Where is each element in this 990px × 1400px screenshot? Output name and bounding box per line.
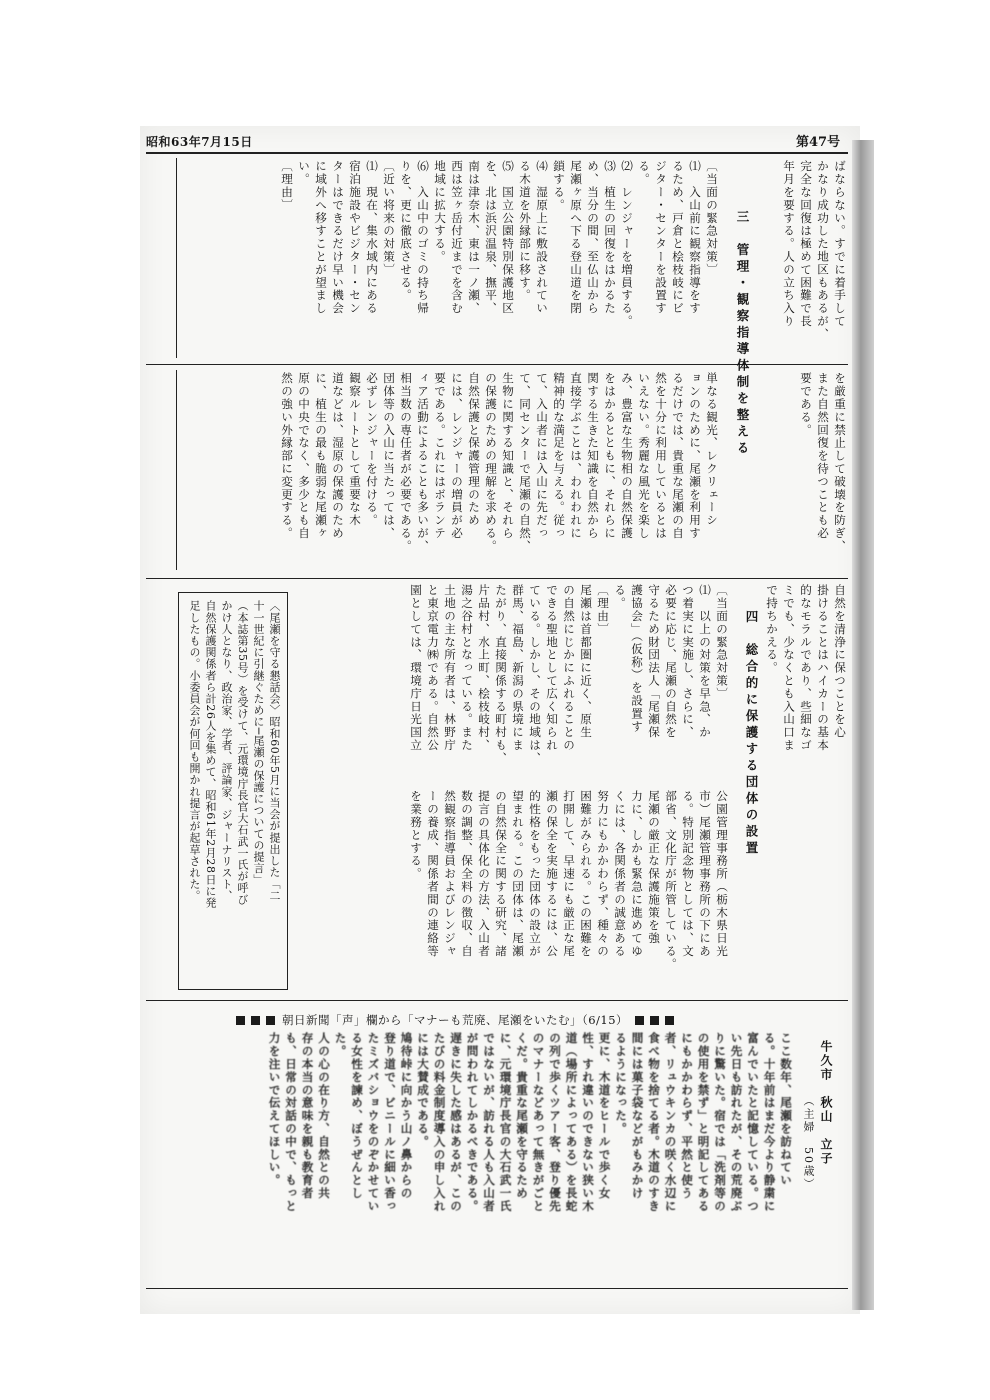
band-rule-2 [146,578,848,579]
section-3-measures: 〔当面の緊急対策〕 ⑴ 入山前に観察指導をす るため、戸倉と桧枝岐にビ ジター・センターを設置す る。 ⑵ レンジャーを増員する。 ⑶ 植生の回復をはかるた め、当分の間、至仏山から 尾瀬ヶ原へ下る登山道を閉 鎖する。 ⑷ 湿原上に敷設されてい る木道を外縁部に移す。 ⑸ 国立公園特別保護地区 を、北は浜沢温泉、撫平、 南は津奈木、東は一ノ瀬、 西は笠ヶ岳付近までを含む 地域に拡大する。 ⑹ 入山中のゴミの持ち帰 りを、更に徹底させる。 〔近い将来の対策〕 ⑴ 現在、集水域内にある 宿泊施設やビジター・セン ターはできるだけ早い機会 に域外へ移すことが望まし い。 〔理由〕 [280,160,719,328]
bottom-rule [146,1288,848,1289]
square-bullet-icon [266,1016,275,1025]
section-4-heading: 四 総合的に保護する団体の設置 [744,610,759,858]
note-box-text: 〈尾瀬を守る懇話会〉昭和60年5月に当会が提出した「二 十一世紀に引継ぐために─尾瀬の保護についての提言」 （本誌第35号）を受けて、元環境庁長官大石武一氏が呼び かけ人となり、政治家、学者、評論家、ジャーナリスト、 自然保護関係者ら計26人を集めて、昭和61年2月28日に発 足したもの。小委員会が何回も開かれ提言が起草された。 [188,600,281,909]
section-4-body: 公園管理事務所（栃木県日光 市）尾瀬管理事務所の下にあ る。特別記念物としては、文 部省、文化庁が所管している。 尾瀬の厳正な保護施策を強 力に、しかも緊急に進めてゆ くには、各関係者の誠意ある 努力にもかかわらず、種々の 困難がみられる。この困難を 打開して、早速にも厳正な尾 瀬の保全を実施するには、公 的性格をもった団体の設立が 望まれる。この団体は、尾瀬 の自然保全に関する研究、諸 提言の具体化の方法、入山者 数の調整、保全料の徴収、自 然観察指導員およびレンジャ ーの養成、関係者間の連絡等 を業務とする。 [409,790,729,971]
column-divider [176,158,177,358]
header-rule [146,152,848,154]
square-bullet-icon [635,1016,644,1025]
continuation-text-lower: を厳重に禁止して破壊を防ぎ、 また自然回復を待つことも必 要である。 [799,372,847,553]
section-3-heading: 三 管理・観察指導体制を整える [735,210,750,458]
letters-source-title: 朝日新聞「声」欄から「マナーも荒廃、尾瀬をいたむ」（6/15） [281,1013,629,1027]
square-bullet-icon [665,1016,674,1025]
section-4-measures: 〔当面の緊急対策〕 ⑴ 以上の対策を早急、か つ着実に実施し、さらに、 必要に応じ、尾瀬の自然を 守るため財団法人「尾瀬保 護協会」（仮称）を設置す る。 〔理由〕 尾瀬は首都圏に近く、原生 の自然にじかにふれることの できる聖地として広く知られ ている。しかし、その地域は、 群馬、福島、新潟の県境にま たがり、直接関係する町村も、 片品村、水上町、桧枝岐村、 湯之谷村となっている。また 土地の主な所有者は、林野庁 と東京電力㈱である。自然公 園としては、環境庁日光国立 [409,584,729,765]
band-rule-3 [146,1000,848,1001]
section-4-lead-text: 自然を清浄に保つことを心 掛けることはハイカーの基本 的なモラルであり、些細なゴ ミでも、少なくとも入山口ま で持ちかえる。 [765,584,847,752]
letter-author: 牛久市 秋山 立子 [819,1040,833,1166]
section-3-reasons: 単なる観光、レクリェーシ ョンのために、尾瀬を利用す るだけでは、貴重な尾瀬の自 然を十分に利用しているとは いえない。秀麗な風光を楽し み、豊富な生物相の自然保護 をはかるとともに、それらに 関する生きた知識を自然から 直接学ぶことは、われわれに 精神的な満足を与える。従っ て、入山者には入山に先だっ て、同センターで尾瀬の自然、 生物に関する知識と、それら の保護のための理解を求める。 自然保護と保護管理のため には、レンジャーの増員が必 要である。これにはボランテ ィア活動によることも多いが、 相当数の専任者が必要である。 団体等の入山に当たっては、 必ずレンジャーを付ける。 観察ルートとして重要な木 道などは、湿原の保護のため に、植生の最も脆弱な尾瀬ヶ 原の中央でなく、多少とも自 然の強い外縁部に変更する。 [280,372,719,553]
square-bullet-icon [650,1016,659,1025]
square-bullet-icon [251,1016,260,1025]
scan-shadow-edge [852,140,874,1310]
letter-author-role: （主婦 50歳） [802,1095,815,1191]
letters-band-title [205,1012,705,1028]
continuation-text-upper: ばならない。すでに着手して かなり成功した地区もあるが、 完全な回復は極めて困難で長 年月を要する。人の立ち入り [782,160,847,341]
issue-date: 昭和63年7月15日 [146,135,253,149]
reader-letter-text: ここ数年、尾瀬を訪ねてい る。十年前はまだ今より静粛に 富んでいたと記憶している。つ い先日も訪れたが、その荒廃ぶ りに驚いた。宿では「洗剤等の の使用を禁ず」と明記してある にもかかわらず、平然と使う 者、リュウキンカの咲く水辺に 食べ物を捨てる者。木道のすき 間には菓子袋などがもみかけ るようになった。 更に、木道をヒールで歩く女 性、すれ違いのできない狭い木 道（場所によってある）を長蛇 の列で歩くツアー客、登り優先 のマナーなどあって無きがごと くだ。貴重な尾瀬を守るため に、元環境庁長官の大石武一氏 ではないが、訪れる人も入山者 が問われてしかるべきである。 遅きに失した感はあるが、この たびの料金制度導入の申し入れ には大賛成である。 鳩待峠に向かう山ノ鼻からの 登り道で、ビニールに細い香っ たミズバショウをのぞかせてい る女性を諫め、ぼうぜんとし た。 人の心の在り方、自然との共 存の本当の意味を親も教育者 も、日常の対話の中で、もっと 力を注いで伝えてほしい。 [267,1032,793,1213]
square-bullet-icon [236,1016,245,1025]
column-divider [176,370,177,570]
issue-number: 第47号 [796,135,841,150]
